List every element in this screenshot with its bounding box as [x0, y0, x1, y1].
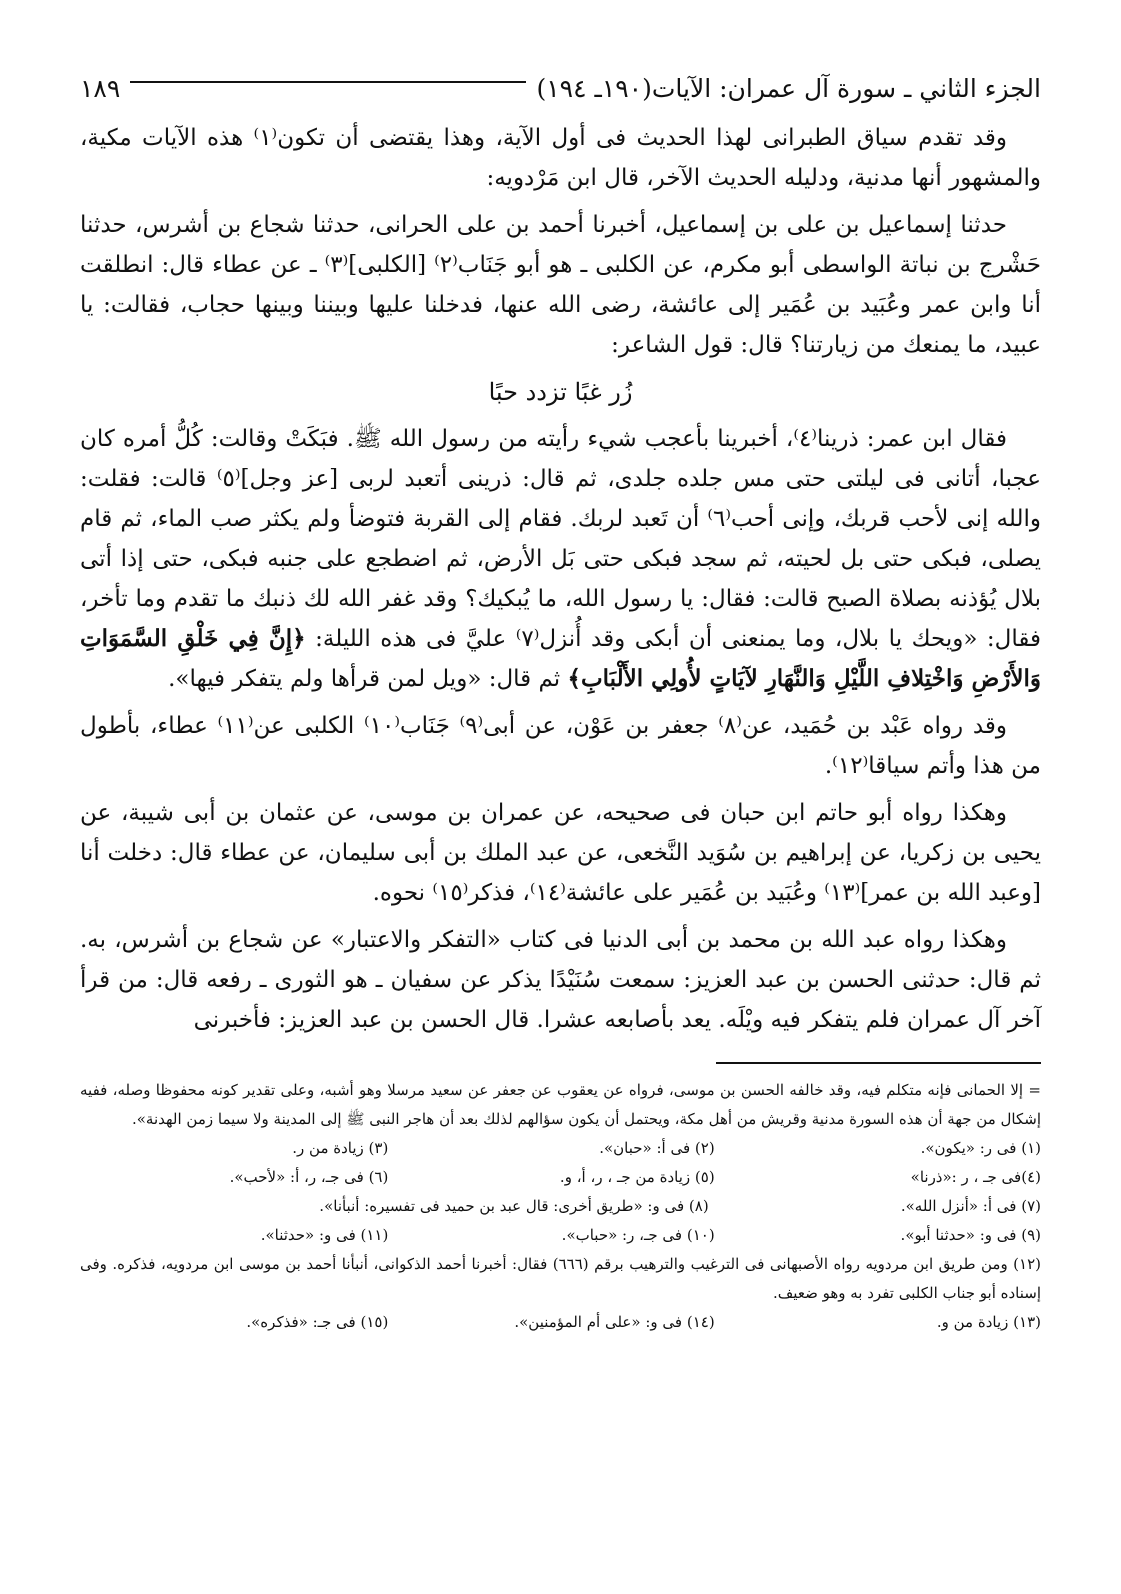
footnote-15: (١٥) فى جـ: «فذكره».	[246, 1313, 389, 1331]
header-rule	[130, 81, 526, 83]
footnote-5: (٥) زيادة من جـ ، ر، أ، و.	[559, 1168, 715, 1186]
paragraph-2: حدثنا إسماعيل بن على بن إسماعيل، أخبرنا أحمد بن على الحرانى، حدثنا شجاع بن أشرس، حدثنا حَشْرج بن نباتة الواسطى أبو مكرم، عن الكلبى ـ هو أبو جَنَاب⁽٢⁾ [الكلبى]⁽٣⁾ ـ عن عطاء قال: انطلقت أنا وابن عمر وعُبَيد بن عُمَير إلى عائشة، رضى الله عنها، فدخلنا عليها وبيننا وبينها حجاب، فقالت: يا عبيد، ما يمنعك من زيارتنا؟ قال: قول الشاعر:	[80, 212, 1042, 358]
footnote-2: (٢) فى أ: «حبان».	[599, 1139, 715, 1157]
footnotes	[80, 1076, 1041, 1337]
paragraph-3-text: فقال ابن عمر: ذرينا⁽٤⁾، أخبرينا بأعجب شيء رأيته من رسول الله ﷺ. فبَكَتْ وقالت: كُلُّ أمره كان عجبا، أتانى فى ليلتى حتى مس جلده جلدى، ثم قال: ذرينى أتعبد لربى [عز وجل]⁽٥⁾ قالت: فقلت: والله إنى لأحب قربك، وإنى أحب⁽٦⁾ أن تَعبد لربك. فقام إلى القربة فتوضأ ولم يكثر صب الماء، ثم قام يصلى، فبكى حتى بل لحيته، ثم سجد فبكى حتى بَل الأرض، ثم اضطجع على جنبه فبكى، حتى إذا أتى بلال يُؤذنه بصلاة الصبح قالت: فقال: يا رسول الله، ما يُبكيك؟ وقد غفر الله لك ذنبك ما تقدم وما تأخر، فقال: «ويحك يا بلال، وما يمنعنى أن أبكى وقد أُنزل⁽٧⁾ عليَّ فى هذه الليلة:	[80, 426, 1042, 652]
footnote-9: (٩) فى و: «حدثنا أبو».	[900, 1226, 1041, 1244]
paragraph-3-end: ثم قال: «ويل لمن قرأها ولم يتفكر فيها».	[168, 666, 561, 692]
footnote-4: (٤)فى جـ ، ر :«ذرنا»	[910, 1168, 1041, 1186]
footnote-grid-4	[80, 1308, 1041, 1337]
footnote-3: (٣) زيادة من ر.	[292, 1139, 389, 1157]
footnote-rule	[716, 1062, 1041, 1064]
footnote-1: (١) فى ر: «يكون».	[920, 1139, 1041, 1157]
footnote-14: (١٤) فى و: «على أم المؤمنين».	[514, 1313, 715, 1331]
footnote-8: (٨) فى و: «طريق أخرى: قال عبد بن حميد فى تفسيره: أنبأنا».	[319, 1197, 709, 1215]
footnote-7: (٧) فى أ: «أنزل الله».	[900, 1197, 1041, 1215]
footnote-11: (١١) فى و: «حدثنا».	[260, 1226, 389, 1244]
footnote-grid-2	[80, 1192, 1041, 1221]
quran-verse: ﴿إِنَّ فِي خَلْقِ السَّمَوَاتِ وَالأَرْضِ وَاخْتِلافِ اللَّيْلِ وَالنَّهَارِ لآيَاتٍ لأُولِي الأَلْبَابِ﴾	[80, 625, 1041, 692]
main-text	[80, 118, 1041, 1040]
paragraph-5: وهكذا رواه أبو حاتم ابن حبان فى صحيحه، عن عمران بن موسى، عن عثمان بن أبى شيبة، عن يحيى بن زكريا، عن إبراهيم بن سُوَيد النَّخعى، عن عبد الملك بن أبى سليمان، عن عطاء قال: دخلت أنا [وعبد الله بن عمر]⁽١٣⁾ وعُبَيد بن عُمَير على عائشة⁽١٤⁾، فذكر⁽١٥⁾ نحوه.	[80, 800, 1041, 906]
paragraph-6: وهكذا رواه عبد الله بن محمد بن أبى الدنيا فى كتاب «التفكر والاعتبار» عن شجاع بن أشرس، به. ثم قال: حدثنى الحسن بن عبد العزيز: سمعت سُنَيْدًا يذكر عن سفيان ـ هو الثورى ـ رفعه قال: من قرأ آخر آل عمران فلم يتفكر فيه ويْلَه. يعد بأصابعه عشرا. قال الحسن بن عبد العزيز: فأخبرنى	[80, 927, 1041, 1033]
footnote-10: (١٠) فى جـ، ر: «حباب».	[561, 1226, 715, 1244]
paragraph-4: وقد رواه عَبْد بن حُمَيد، عن⁽٨⁾ جعفر بن عَوْن، عن أبى⁽٩⁾ جَنَاب⁽١٠⁾ الكلبى عن⁽١١⁾ عطاء، بأطول من هذا وأتم سياقا⁽١٢⁾.	[80, 713, 1041, 779]
page-header	[80, 68, 1041, 108]
poetry-verse: زُر غبًا تزدد حبًا	[488, 378, 633, 406]
footnote-12: (١٢) ومن طريق ابن مردويه رواه الأصبهانى فى الترغيب والترهيب برقم (٦٦٦) فقال: أخبرنا أحمد الذكوانى، أنبأنا أحمد بن موسى ابن مردويه، فذكره. وفى إسناده أبو جناب الكلبى تفرد به وهو ضعيف.	[80, 1255, 1041, 1302]
running-title: الجزء الثاني ـ سورة آل عمران: الآيات(١٩٠ـ ١٩٤)	[536, 73, 1041, 103]
footnote-13: (١٣) زيادة من و.	[936, 1313, 1041, 1331]
page-number: ١٨٩	[80, 73, 121, 103]
footnote-grid-1	[80, 1134, 1041, 1192]
footnote-grid-3	[80, 1221, 1041, 1250]
footnote-continuation: = إلا الحمانى فإنه متكلم فيه، وقد خالفه الحسن بن موسى، فرواه عن يعقوب عن جعفر عن سعيد مرسلا وهو أشبه، وعلى تقدير كونه محفوظا وصله، ففيه إشكال من جهة أن هذه السورة مدنية وقريش من أهل مكة، ويحتمل أن يكون سؤالهم لذلك بعد أن هاجر النبى ﷺ إلى المدينة ولا سيما زمن الهدنة».	[80, 1081, 1041, 1128]
paragraph-3	[80, 419, 1041, 699]
paragraph-1: وقد تقدم سياق الطبرانى لهذا الحديث فى أول الآية، وهذا يقتضى أن تكون⁽١⁾ هذه الآيات مكية، والمشهور أنها مدنية، ودليله الحديث الآخر، قال ابن مَرْدويه:	[80, 125, 1041, 191]
footnote-6: (٦) فى جـ، ر، أ: «لأحب».	[229, 1168, 389, 1186]
